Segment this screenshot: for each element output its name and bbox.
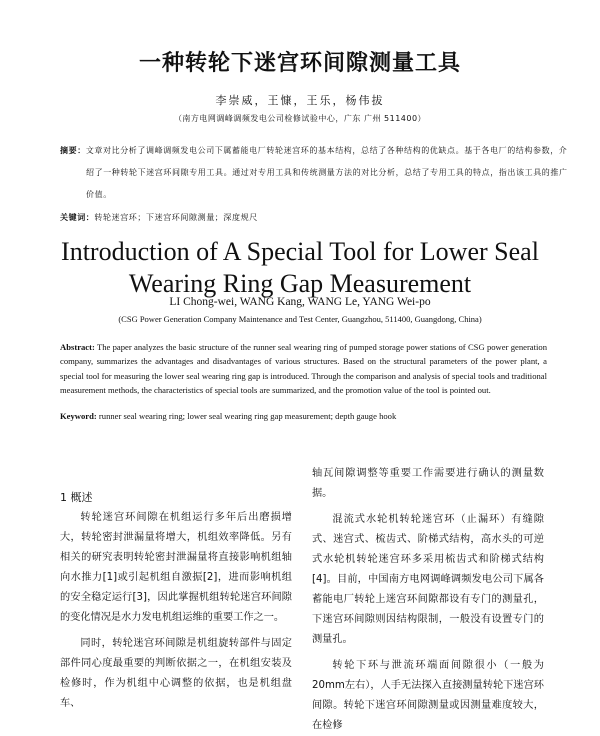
chinese-abstract-label: 摘要： <box>60 146 86 155</box>
english-keywords-label: Keyword: <box>60 411 97 421</box>
body-paragraph: 混流式水轮机转轮迷宫环（止漏环）有缝隙式、迷宫式、梳齿式、阶梯式结构，高水头的可逆式水轮机转轮迷宫环多采用梳齿式和阶梯式结构[4]。目前，中国南方电网调峰调频发电公司下属各蓄能电厂转轮上迷宫环间隙都设有专门的测量孔，下迷宫环间隙则因结构限制，一般没有设置专门的测量孔。 <box>312 514 544 645</box>
english-title-line-2: Wearing Ring Gap Measurement <box>128 269 472 298</box>
english-title <box>60 236 540 300</box>
body-paragraph: 转轮迷宫环间隙在机组运行多年后出磨损增大，转轮密封泄漏量将增大，机组效率降低。另有相关的研究表明转轮密封泄漏量将直接影响机组轴向水推力[1]或引起机组自激振[2]，进而影响机组的安全稳定运行[3]，因此掌握机组转轮迷宫环间隙的变化情况是水力发电机组运维的重要工作之一。 <box>60 512 292 623</box>
body-column-left <box>60 488 292 714</box>
body-paragraph-continued: 轴瓦间隙调整等重要工作需要进行确认的测量数据。 <box>312 468 544 499</box>
body-paragraph: 转轮下环与泄流环端面间隙很小（一般为20mm左右），人手无法探入直接测量转轮下迷宫环间隙。转轮下迷宫环间隙测量或因测量难度较大，在检修 <box>312 660 544 731</box>
chinese-affiliation: （南方电网调峰调频发电公司检修试验中心，广东 广州 511400） <box>173 114 427 123</box>
english-authors: LI Chong-wei, WANG Kang, WANG Le, YANG Wei-po <box>169 296 431 308</box>
section-1-heading: 1 概述 <box>60 491 93 504</box>
chinese-authors: 李崇威，王慷，王乐，杨伟拔 <box>215 94 385 107</box>
chinese-abstract <box>60 140 573 206</box>
english-abstract-text: The paper analyzes the basic structure of the runner seal wearing ring of pumped storage power stations of CSG power generation company, summarizes the advantages and disadvantages of various structures. Based on the structural parameters of the power plant, a special tool for measuring the lower seal wearing ring gap is introduced. Through the comparison and analysis of special tools and traditional measurement methods, the characteristics of special tools are summarized, and the promotion value of the tool is pointed out. <box>60 342 547 395</box>
chinese-keywords <box>60 212 547 223</box>
chinese-abstract-text: 文章对比分析了调峰调频发电公司下属蓄能电厂转轮迷宫环的基本结构，总结了各种结构的优缺点。基于各电厂的结构参数，介绍了一种转轮下迷宫环间隙专用工具。通过对专用工具和传统测量方法的对比分析，总结了专用工具的特点，指出该工具的推广价值。 <box>85 146 568 199</box>
english-keywords-text: runner seal wearing ring; lower seal wearing ring gap measurement; depth gauge hook <box>96 411 397 421</box>
english-title-line-1: Introduction of A Special Tool for Lower Seal <box>61 237 539 266</box>
body-column-right <box>312 464 544 736</box>
chinese-keywords-text: 转轮迷宫环；下迷宫环间隙测量；深度规尺 <box>94 213 258 222</box>
english-affiliation: (CSG Power Generation Company Maintenance and Test Center, Guangzhou, 511400, Guangdong, China) <box>118 314 482 324</box>
chinese-title: 一种转轮下迷宫环间隙测量工具 <box>138 51 461 76</box>
chinese-keywords-label: 关键词： <box>60 213 95 222</box>
body-paragraph: 同时，转轮迷宫环间隙是机组旋转部件与固定部件同心度最重要的判断依据之一，在机组安装及检修时，作为机组中心调整的依据，也是机组盘车、 <box>60 638 292 709</box>
english-keywords <box>60 411 547 421</box>
english-abstract <box>60 340 547 397</box>
english-abstract-label: Abstract: <box>60 342 95 352</box>
